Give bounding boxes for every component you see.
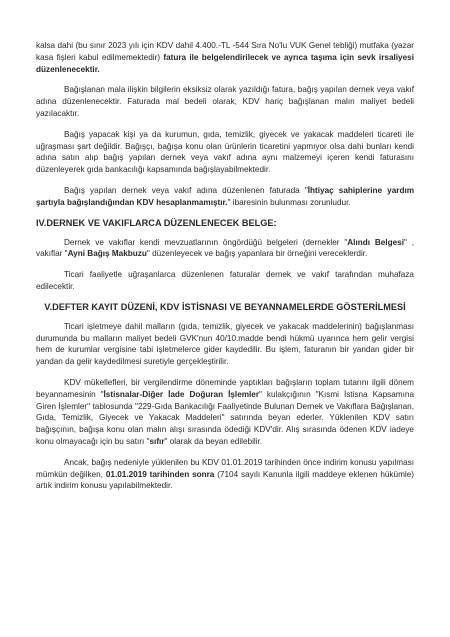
paragraph-vat-deduction: Ancak, bağış nedeniyle yüklenilen bu KDV 01.01.2019 tarihinden önce indirim konusu yapılması mümkün değilken, 01.01.2019 tarihinden sonra (7104 sayılı Kanunla ilgili maddeye eklenen hükümle) artık indirim konusu yapılabilmektedir. (36, 457, 414, 491)
paragraph-vat-declaration: KDV mükellefleri, bir vergilendirme döneminde yaptıkları bağışların toplam tutarını ilgili dönem beyannamesinin "İstisnalar-Diğer İade Doğuran İşlemler" kulakçığının "Kısmi İstisna Kapsamına Giren İşlemler" tablosunda "229-Gıda Bankacılığı Faaliyetinde Bulunan Dernek ve Vakıflara Bağışlanan, Gıda, Temizlik, Giyecek ve Yakacak Maddeleri" satırında beyan ederler. Yüklenilen KDV satırı bağışçının, bağışa konu olan malın alışı sırasında ödediği KDV'dir. Alış sırasında ödenen KDV iadeye konu olmayacağı için bu satırı "sıfır" olarak da beyan edilebilir. (36, 377, 414, 446)
paragraph-ledger-entry: Ticari işletmeye dahil malların (gıda, temizlik, giyecek ve yakacak maddelerinin) bağışlanması durumunda bu malların maliyet bedeli GVK'nun 40/10.madde bendi hükmü uyarınca hem gelir vergisi hem de kurumlar vergisine tabi işletmelerce gider kaydedilir. Bu işlem, faturanın bir yandan gider bir yandan da gelir kaydedilmesi suretiyle gerçekleştirilir. (36, 321, 414, 367)
paragraph-receipt-documents: Dernek ve vakıflar kendi mevzuatlarının öngördüğü belgeleri (dernekler "Alındı Belgesi" , vakıflar "Ayni Bağış Makbuzu" düzenleyecek ve bağış yapanlara bir örneğini vereceklerdir. (36, 237, 414, 259)
paragraph-invoice-details: Bağışlanan mala ilişkin bilgilerin eksiksiz olarak yazıldığı fatura, bağış yapılan dernek veya vakıf adına düzenlenecektir. Faturada mal bedeli olarak, KDV hariç bağışlanan malın maliyet bedeli yazılacaktır. (36, 85, 414, 118)
paragraph-invoice-requirement: kalsa dahi (bu sınır 2023 yılı için KDV dahil 4.400.-TL -544 Sıra No'lu VUK Genel tebliği) mutfaka (yazar kasa fişleri kabul edilmemektedir) fatura ile belgelendirilecek ve ayrıca taşıma için sevk irsaliyesi düzenlenecektir. (36, 41, 414, 74)
paragraph-mandatory-statement: Bağış yapılan dernek veya vakıf adına düzenlenen faturada "İhtiyaç sahiplerine yardım şartıyla bağışlandığından KDV hesaplanmamıştır." ibaresinin bulunması zorunludur. (36, 185, 414, 207)
paragraph-donor-conditions: Bağış yapacak kişi ya da kurumun, gıda, temizlik, giyecek ve yakacak maddeleri ticareti ile uğraşması şart değildir. Bağışçı, bağışa konu olan ürünlerin ticaretini yapmıyor olsa dahi bunları kendi adına satın alıp bağış yapılan dernek veya vakıf adına aynı malzemeyi içeren kendi faturasını düzenleyerek gıda bankacılığı kapsamında bağışlayabilmektedir. (36, 129, 414, 175)
section-heading-v: V.DEFTER KAYIT DÜZENİ, KDV İSTİSNASI VE BEYANNAMELERDE GÖSTERİLMESİ (44, 301, 406, 312)
section-heading-iv: IV.DERNEK VE VAKIFLARCA DÜZENLENECEK BELGE: (36, 217, 277, 228)
paragraph-invoice-retention: Ticari faaliyetle uğraşanlarca düzenlenen faturalar dernek ve vakıf tarafından muhafaza edilecektir. (36, 270, 414, 291)
